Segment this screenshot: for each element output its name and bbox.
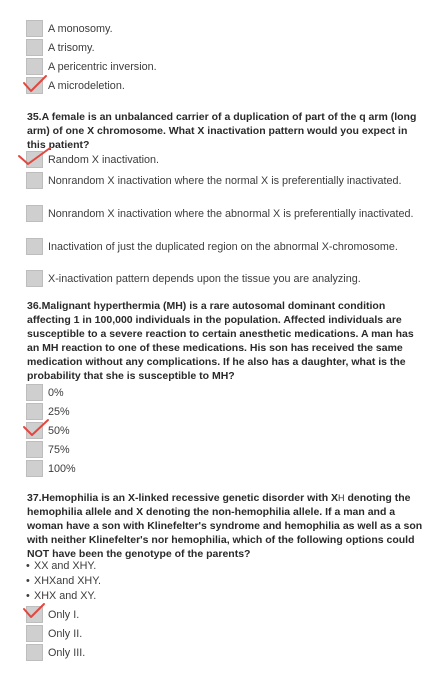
option-label: Only I. <box>48 609 80 621</box>
bullet-1: • XX and XHY. <box>34 560 96 573</box>
question-number: 37. <box>27 492 42 504</box>
option-label: 0% <box>48 387 64 399</box>
bullet-2: • XHXand XHY. <box>34 575 101 588</box>
superscript-h: H <box>338 493 345 503</box>
option-label: Only II. <box>48 628 83 640</box>
checkmark-icon <box>16 147 52 167</box>
checkbox[interactable] <box>26 460 43 477</box>
option-label: A microdeletion. <box>48 80 125 92</box>
question-36 <box>27 299 427 383</box>
option-label: A monosomy. <box>48 23 113 35</box>
option-label: A trisomy. <box>48 42 95 54</box>
option-label: X-inactivation pattern depends upon the tissue you are analyzing. <box>48 273 361 285</box>
option-label: Nonrandom X inactivation where the normal X is preferentially inactivated. <box>48 175 402 187</box>
bullet-3: • XHX and XY. <box>34 590 96 603</box>
checkbox[interactable] <box>26 270 43 287</box>
option-label: Nonrandom X inactivation where the abnormal X is preferentially inactivated. <box>48 208 414 220</box>
question-text: Hemophilia is an X-linked recessive genetic disorder with X <box>41 492 339 504</box>
checkbox[interactable] <box>26 384 43 401</box>
checkbox[interactable] <box>26 39 43 56</box>
question-number: 36. <box>27 300 42 312</box>
checkbox[interactable] <box>26 58 43 75</box>
checkbox[interactable] <box>26 625 43 642</box>
question-text: Malignant hyperthermia (MH) is a rare autosomal dominant condition affecting 1 in 100,000 individuals in the population. Affected individuals are susceptible to a severe reaction to certain anesthetic medications. A man has an MH reaction to one of these medications. His son has received the same medication without any complications. If he also has a daughter, what is the probability that she is susceptible to MH? <box>27 300 414 382</box>
checkbox[interactable] <box>26 172 43 189</box>
checkmark-icon <box>22 418 50 438</box>
option-label: Only III. <box>48 647 86 659</box>
checkbox[interactable] <box>26 20 43 37</box>
option-label: A pericentric inversion. <box>48 61 157 73</box>
question-37 <box>27 491 427 561</box>
question-text: A female is an unbalanced carrier of a duplication of part of the q arm (long arm) of one X chromosome. What X inactivation pattern would you expect in this patient? <box>27 111 417 151</box>
checkmark-icon <box>22 74 48 94</box>
checkbox[interactable] <box>26 644 43 661</box>
option-label: 75% <box>48 444 70 456</box>
option-label: 100% <box>48 463 76 475</box>
checkbox[interactable] <box>26 205 43 222</box>
question-number: 35. <box>27 111 42 123</box>
option-label: 50% <box>48 425 70 437</box>
checkbox[interactable] <box>26 238 43 255</box>
option-label: 25% <box>48 406 70 418</box>
question-text-cont: denoting the hemophilia allele and X denoting the non-hemophilia allele. If a man and a woman have a son with Klinefelter's syndrome and hemophilia as well as a son with neither Klinefelter's nor hemophilia, which of the following options could NOT have been the genotype of the parents? <box>27 492 423 560</box>
question-35 <box>27 110 427 152</box>
option-label: Inactivation of just the duplicated region on the abnormal X-chromosome. <box>48 241 398 253</box>
checkmark-icon <box>22 602 46 620</box>
option-label: Random X inactivation. <box>48 154 160 166</box>
checkbox[interactable] <box>26 441 43 458</box>
